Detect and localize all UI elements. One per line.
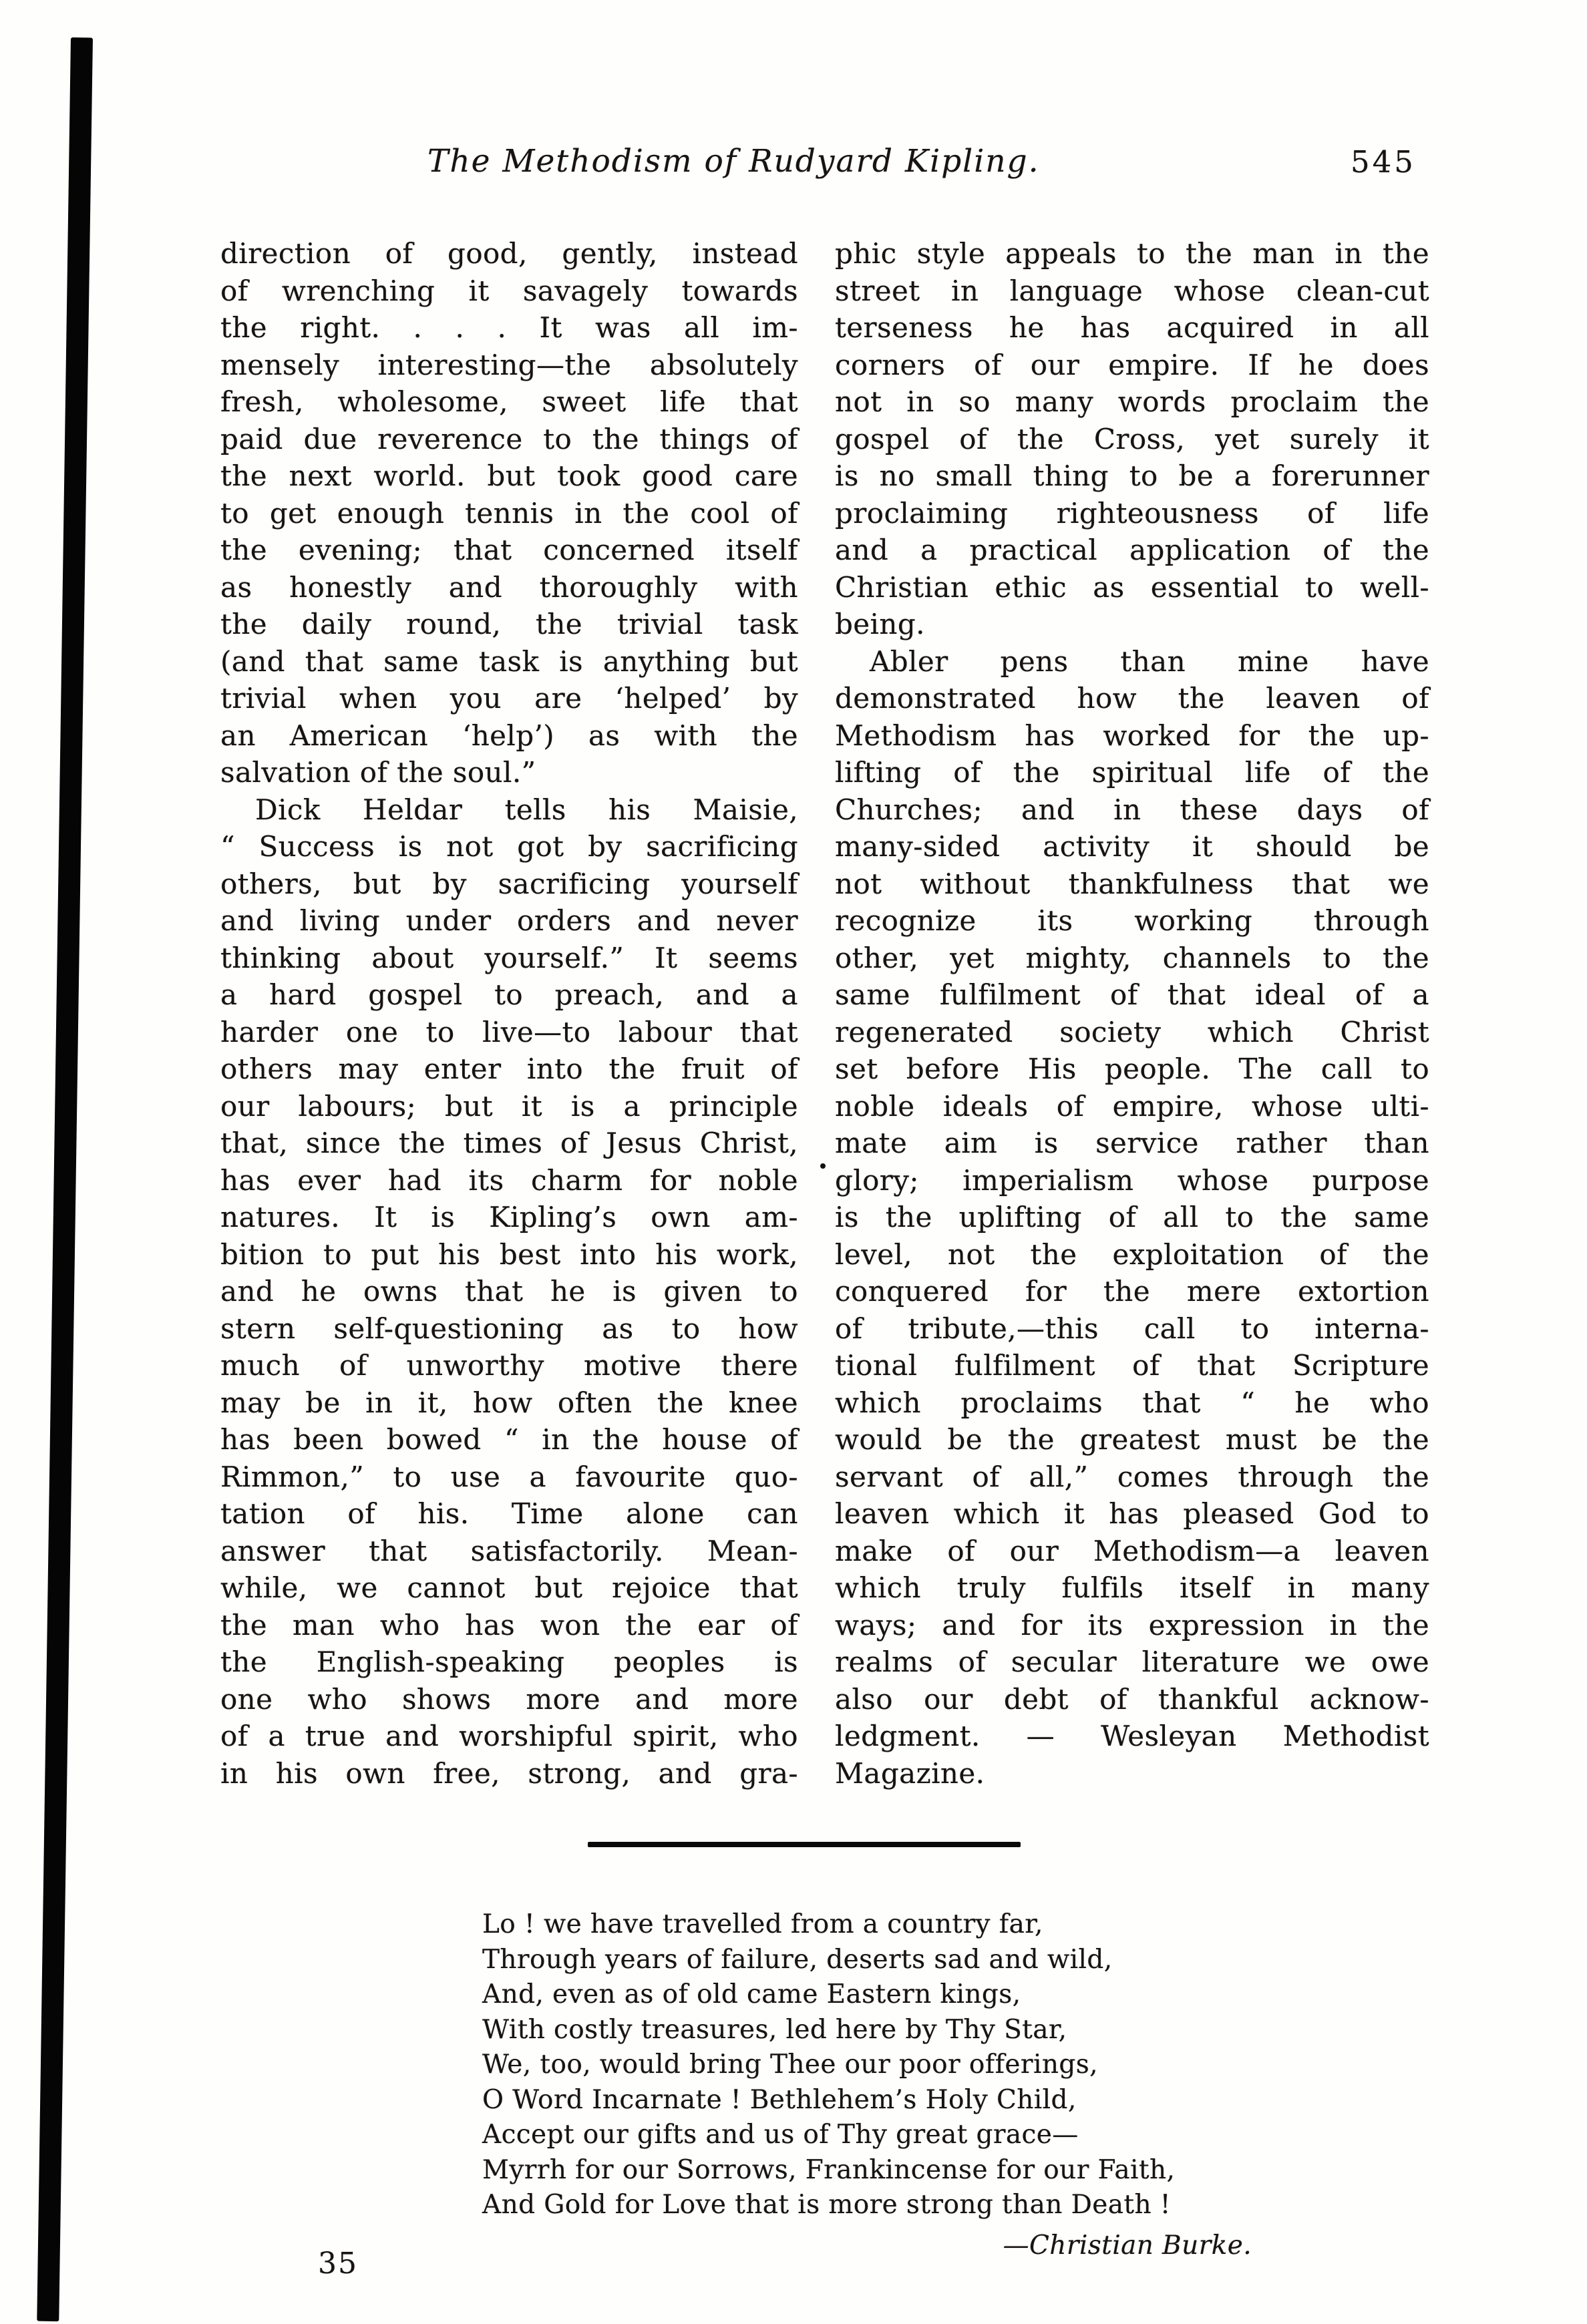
article-text-line: glory; imperialism whose purpose bbox=[835, 1163, 1429, 1197]
article-text-line: of wrenching it savagely towards bbox=[220, 274, 798, 307]
article-text-line: the right. . . . It was all im- bbox=[220, 311, 798, 344]
article-text-line: the daily round, the trivial task bbox=[220, 608, 798, 640]
article-text-line: tional fulfilment of that Scripture bbox=[835, 1349, 1429, 1382]
article-text-line: (and that same task is anything but bbox=[220, 644, 798, 678]
article-text-line: phic style appeals to the man in the bbox=[835, 237, 1429, 270]
article-text-line: Dick Heldar tells his Maisie, bbox=[255, 793, 798, 826]
article-text-line: Rimmon,” to use a favourite quo- bbox=[220, 1460, 798, 1493]
poem-line: Lo ! we have travelled from a country far, bbox=[482, 1909, 1043, 1939]
article-text-line: Abler pens than mine have bbox=[870, 644, 1429, 678]
article-text-line: mensely interesting—the absolutely bbox=[220, 348, 798, 381]
article-text-line: Magazine. bbox=[835, 1756, 985, 1790]
article-text-line: realms of secular literature we owe bbox=[835, 1645, 1429, 1678]
article-text-line: corners of our empire. If he does bbox=[835, 348, 1429, 381]
running-head-title: The Methodism of Rudyard Kipling. bbox=[427, 143, 1040, 180]
article-text-line: is the uplifting of all to the same bbox=[835, 1201, 1429, 1233]
article-text-line: paid due reverence to the things of bbox=[220, 422, 798, 455]
poem-block bbox=[482, 1907, 1257, 2263]
article-text-line: the English-speaking peoples is bbox=[220, 1645, 798, 1678]
poem-line: Myrrh for our Sorrows, Frankincense for our Faith, bbox=[482, 2154, 1176, 2185]
article-text-line: and a practical application of the bbox=[835, 534, 1429, 566]
article-text-line: harder one to live—to labour that bbox=[220, 1015, 798, 1048]
poem-line: O Word Incarnate ! Bethlehem’s Holy Child, bbox=[482, 2084, 1077, 2115]
section-divider-rule bbox=[588, 1842, 1021, 1847]
article-text-line: noble ideals of empire, whose ulti- bbox=[835, 1089, 1429, 1123]
article-text-line: proclaiming righteousness of life bbox=[835, 496, 1429, 530]
article-left-column bbox=[220, 235, 798, 1792]
article-text-line: one who shows more and more bbox=[220, 1682, 798, 1716]
article-text-line: the next world. but took good care bbox=[220, 459, 798, 492]
article-text-line: of a true and worshipful spirit, who bbox=[220, 1720, 798, 1752]
article-text-line: terseness he has acquired in all bbox=[835, 311, 1429, 344]
article-text-line: much of unworthy motive there bbox=[220, 1349, 798, 1382]
article-text-line: Churches; and in these days of bbox=[835, 793, 1429, 826]
article-text-line: which proclaims that “ he who bbox=[835, 1386, 1429, 1419]
article-text-line: level, not the exploitation of the bbox=[835, 1237, 1429, 1271]
article-text-line: answer that satisfactorily. Mean- bbox=[220, 1534, 798, 1567]
article-text-line: leaven which it has pleased God to bbox=[835, 1497, 1429, 1530]
article-text-line: has been bowed “ in the house of bbox=[220, 1423, 798, 1456]
article-text-line: direction of good, gently, instead bbox=[220, 237, 798, 270]
article-text-line: the evening; that concerned itself bbox=[220, 534, 798, 566]
article-text-line: fresh, wholesome, sweet life that bbox=[220, 385, 798, 418]
binding-shadow-bar bbox=[37, 37, 93, 2321]
article-text-line: ways; and for its expression in the bbox=[835, 1608, 1429, 1641]
article-text-line: many-sided activity it should be bbox=[835, 830, 1429, 863]
ink-smudge-artifact bbox=[820, 1163, 826, 1169]
article-text-line: others may enter into the fruit of bbox=[220, 1052, 798, 1085]
article-text-line: would be the greatest must be the bbox=[835, 1423, 1429, 1456]
article-right-column bbox=[835, 235, 1429, 1792]
article-text-line: others, but by sacrificing yourself bbox=[220, 867, 798, 900]
article-text-line: natures. It is Kipling’s own am- bbox=[220, 1201, 798, 1233]
article-text-line: as honestly and thoroughly with bbox=[220, 570, 798, 604]
article-text-line: thinking about yourself.” It seems bbox=[220, 941, 798, 974]
article-text-line: our labours; but it is a principle bbox=[220, 1089, 798, 1123]
article-text-line: regenerated society which Christ bbox=[835, 1015, 1429, 1048]
article-text-line: other, yet mighty, channels to the bbox=[835, 941, 1429, 974]
article-text-line: not without thankfulness that we bbox=[835, 867, 1429, 900]
article-text-line: a hard gospel to preach, and a bbox=[220, 978, 798, 1011]
article-text-line: bition to put his best into his work, bbox=[220, 1237, 798, 1271]
article-text-line: has ever had its charm for noble bbox=[220, 1163, 798, 1197]
article-text-line: while, we cannot but rejoice that bbox=[220, 1571, 798, 1604]
footer-page-number: 35 bbox=[318, 2247, 358, 2281]
poem-line: And, even as of old came Eastern kings, bbox=[482, 1979, 1021, 2009]
article-text-line: may be in it, how often the knee bbox=[220, 1386, 798, 1419]
poem-line: And Gold for Love that is more strong than Death ! bbox=[482, 2190, 1171, 2220]
article-text-line: street in language whose clean-cut bbox=[835, 274, 1429, 307]
poem-line: Accept our gifts and us of Thy great grace— bbox=[482, 2120, 1079, 2150]
article-text-line: also our debt of thankful acknow- bbox=[835, 1682, 1429, 1716]
article-text-line: same fulfilment of that ideal of a bbox=[835, 978, 1429, 1011]
poem-line: With costly treasures, led here by Thy Star, bbox=[482, 2014, 1067, 2045]
article-text-line: which truly fulfils itself in many bbox=[835, 1571, 1429, 1604]
article-text-line: lifting of the spiritual life of the bbox=[835, 756, 1429, 789]
article-text-line: make of our Methodism—a leaven bbox=[835, 1534, 1429, 1567]
article-text-line: Methodism has worked for the up- bbox=[835, 719, 1429, 752]
article-text-line: an American ‘help’) as with the bbox=[220, 719, 798, 752]
poem-lines bbox=[482, 1907, 1257, 2223]
article-text-line: trivial when you are ‘helped’ by bbox=[220, 682, 798, 715]
poem-line: Through years of failure, deserts sad and wild, bbox=[482, 1944, 1113, 1975]
article-text-line: to get enough tennis in the cool of bbox=[220, 496, 798, 530]
article-text-line: and living under orders and never bbox=[220, 904, 798, 937]
article-text-line: that, since the times of Jesus Christ, bbox=[220, 1127, 798, 1159]
article-text-line: conquered for the mere extortion bbox=[835, 1275, 1429, 1308]
header-page-number: 545 bbox=[1351, 144, 1416, 180]
article-text-line: tation of his. Time alone can bbox=[220, 1497, 798, 1530]
article-text-line: gospel of the Cross, yet surely it bbox=[835, 422, 1429, 455]
article-text-line: of tribute,—this call to interna- bbox=[835, 1312, 1429, 1345]
article-text-line: mate aim is service rather than bbox=[835, 1127, 1429, 1159]
article-text-line: “ Success is not got by sacrificing bbox=[220, 830, 798, 863]
article-text-line: the man who has won the ear of bbox=[220, 1608, 798, 1641]
poem-attribution: —Christian Burke. bbox=[1003, 2230, 1252, 2261]
article-text-line: demonstrated how the leaven of bbox=[835, 682, 1429, 715]
article-text-line: not in so many words proclaim the bbox=[835, 385, 1429, 418]
article-text-line: is no small thing to be a forerunner bbox=[835, 459, 1429, 492]
article-text-line: set before His people. The call to bbox=[835, 1052, 1429, 1085]
article-text-line: in his own free, strong, and gra- bbox=[220, 1756, 798, 1790]
article-text-line: being. bbox=[835, 608, 925, 640]
article-text-line: Christian ethic as essential to well- bbox=[835, 570, 1429, 604]
article-text-line: ledgment. — Wesleyan Methodist bbox=[835, 1720, 1429, 1752]
poem-line: We, too, would bring Thee our poor offerings, bbox=[482, 2050, 1098, 2080]
article-text-line: recognize its working through bbox=[835, 904, 1429, 937]
article-text-line: salvation of the soul.” bbox=[220, 756, 536, 789]
article-text-line: stern self-questioning as to how bbox=[220, 1312, 798, 1345]
article-text-line: and he owns that he is given to bbox=[220, 1275, 798, 1308]
article-text-line: servant of all,” comes through the bbox=[835, 1460, 1429, 1493]
